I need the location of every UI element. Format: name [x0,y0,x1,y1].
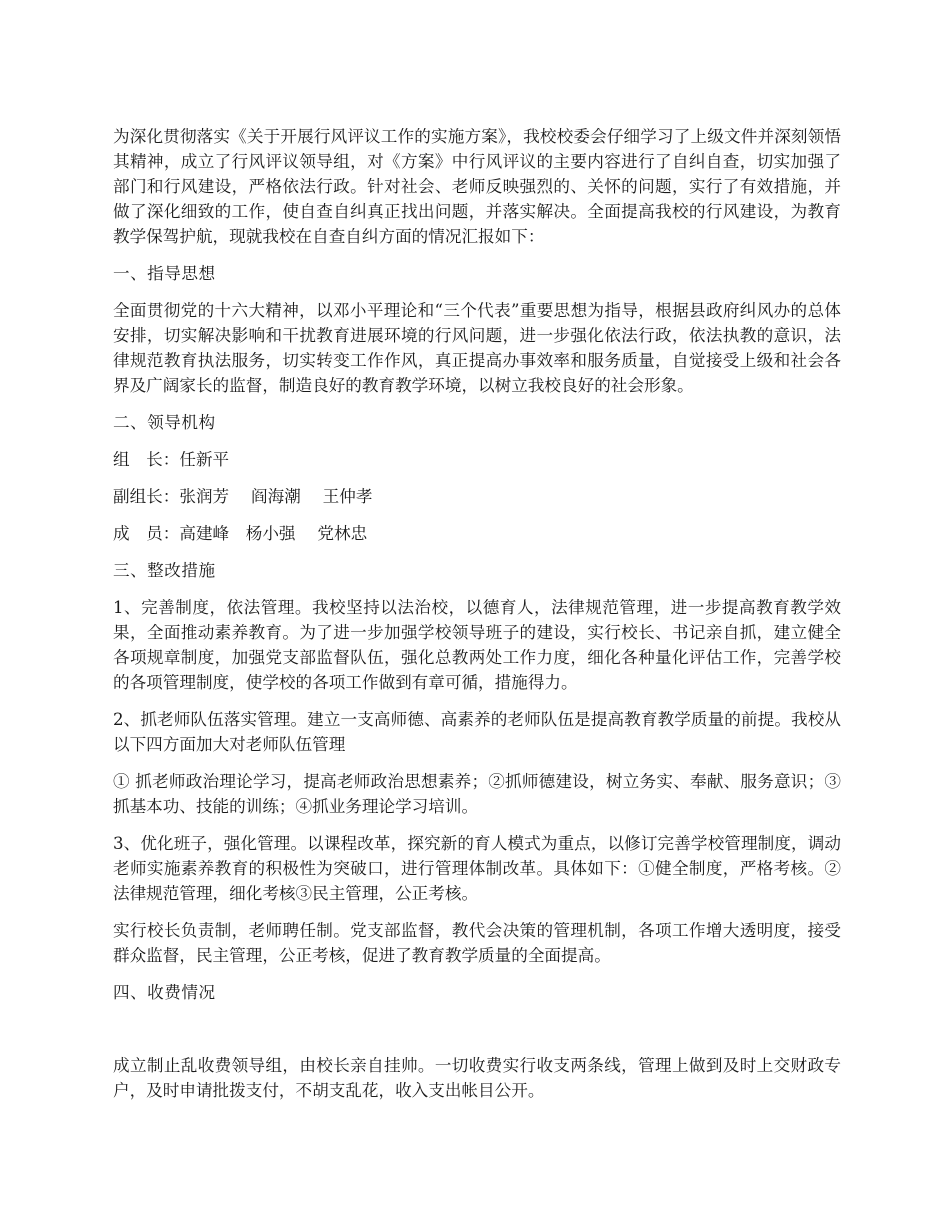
section-heading-guiding-thought: 一、指导思想 [113,264,216,283]
guiding-thought-paragraph: 全面贯彻党的十六大精神，以邓小平理论和“三个代表”重要思想为指导，根据县政府纠风办的总体安排，切实解决影响和干扰教育进展环境的行风问题，进一步强化依法行政，依法执教的意识，法律规范教育执法服务，切实转变工作作风，真正提高办事效率和服务质量，自觉接受上级和社会各界及广阔家长的监督，制造良好的教育教学环境，以树立我校良好的社会形象。 [113,301,841,395]
deputy-leader-line: 副组长：张润芳 阎海潮 王仲孝 [113,487,373,506]
section-heading-rectification: 三、整改措施 [113,561,216,580]
document-page [113,124,841,1103]
rectification-item-2: 2、抓老师队伍落实管理。建立一支高师德、高素养的老师队伍是提高教育教学质量的前提。我校从以下四方面加大对老师队伍管理 [113,710,841,754]
members-line: 成 员：高建峰 杨小强 党林忠 [113,524,368,543]
section-heading-fees: 四、收费情况 [113,983,216,1002]
rectification-item-3-extra: 实行校长负责制，老师聘任制。党支部监督，教代会决策的管理机制，各项工作增大透明度，接受群众监督，民主管理，公正考核，促进了教育教学质量的全面提高。 [113,921,841,965]
fees-paragraph: 成立制止乱收费领导组，由校长亲自挂帅。一切收费实行收支两条线，管理上做到及时上交财政专户，及时申请批拨支付，不胡支乱花，收入支出帐目公开。 [113,1056,841,1100]
leader-line: 组 长：任新平 [113,450,230,469]
section-heading-leadership: 二、领导机构 [113,413,216,432]
intro-paragraph: 为深化贯彻落实《关于开展行风评议工作的实施方案》，我校校委会仔细学习了上级文件并深刻领悟其精神，成立了行风评议领导组，对《方案》中行风评议的主要内容进行了自纠自查，切实加强了部门和行风建设，严格依法行政。针对社会、老师反映强烈的、关怀的问题，实行了有效措施，并做了深化细致的工作，使自查自纠真正找出问题，并落实解决。全面提高我校的行风建设，为教育教学保驾护航，现就我校在自查自纠方面的情况汇报如下： [113,127,841,246]
rectification-item-1: 1、完善制度，依法管理。我校坚持以法治校，以德育人，法律规范管理，进一步提高教育教学效果，全面推动素养教育。为了进一步加强学校领导班子的建设，实行校长、书记亲自抓，建立健全各项规章制度，加强党支部监督队伍，强化总教两处工作力度，细化各种量化评估工作，完善学校的各项管理制度，使学校的各项工作做到有章可循，措施得力。 [113,598,841,692]
rectification-item-2-list: ① 抓老师政治理论学习，提高老师政治思想素养；②抓师德建设，树立务实、奉献、服务意识；③抓基本功、技能的训练；④抓业务理论学习培训。 [113,772,841,816]
rectification-item-3: 3、优化班子，强化管理。以课程改革，探究新的育人模式为重点，以修订完善学校管理制度，调动老师实施素养教育的积极性为突破口，进行管理体制改革。具体如下：①健全制度，严格考核。②法律规范管理，细化考核③民主管理，公正考核。 [113,834,841,903]
